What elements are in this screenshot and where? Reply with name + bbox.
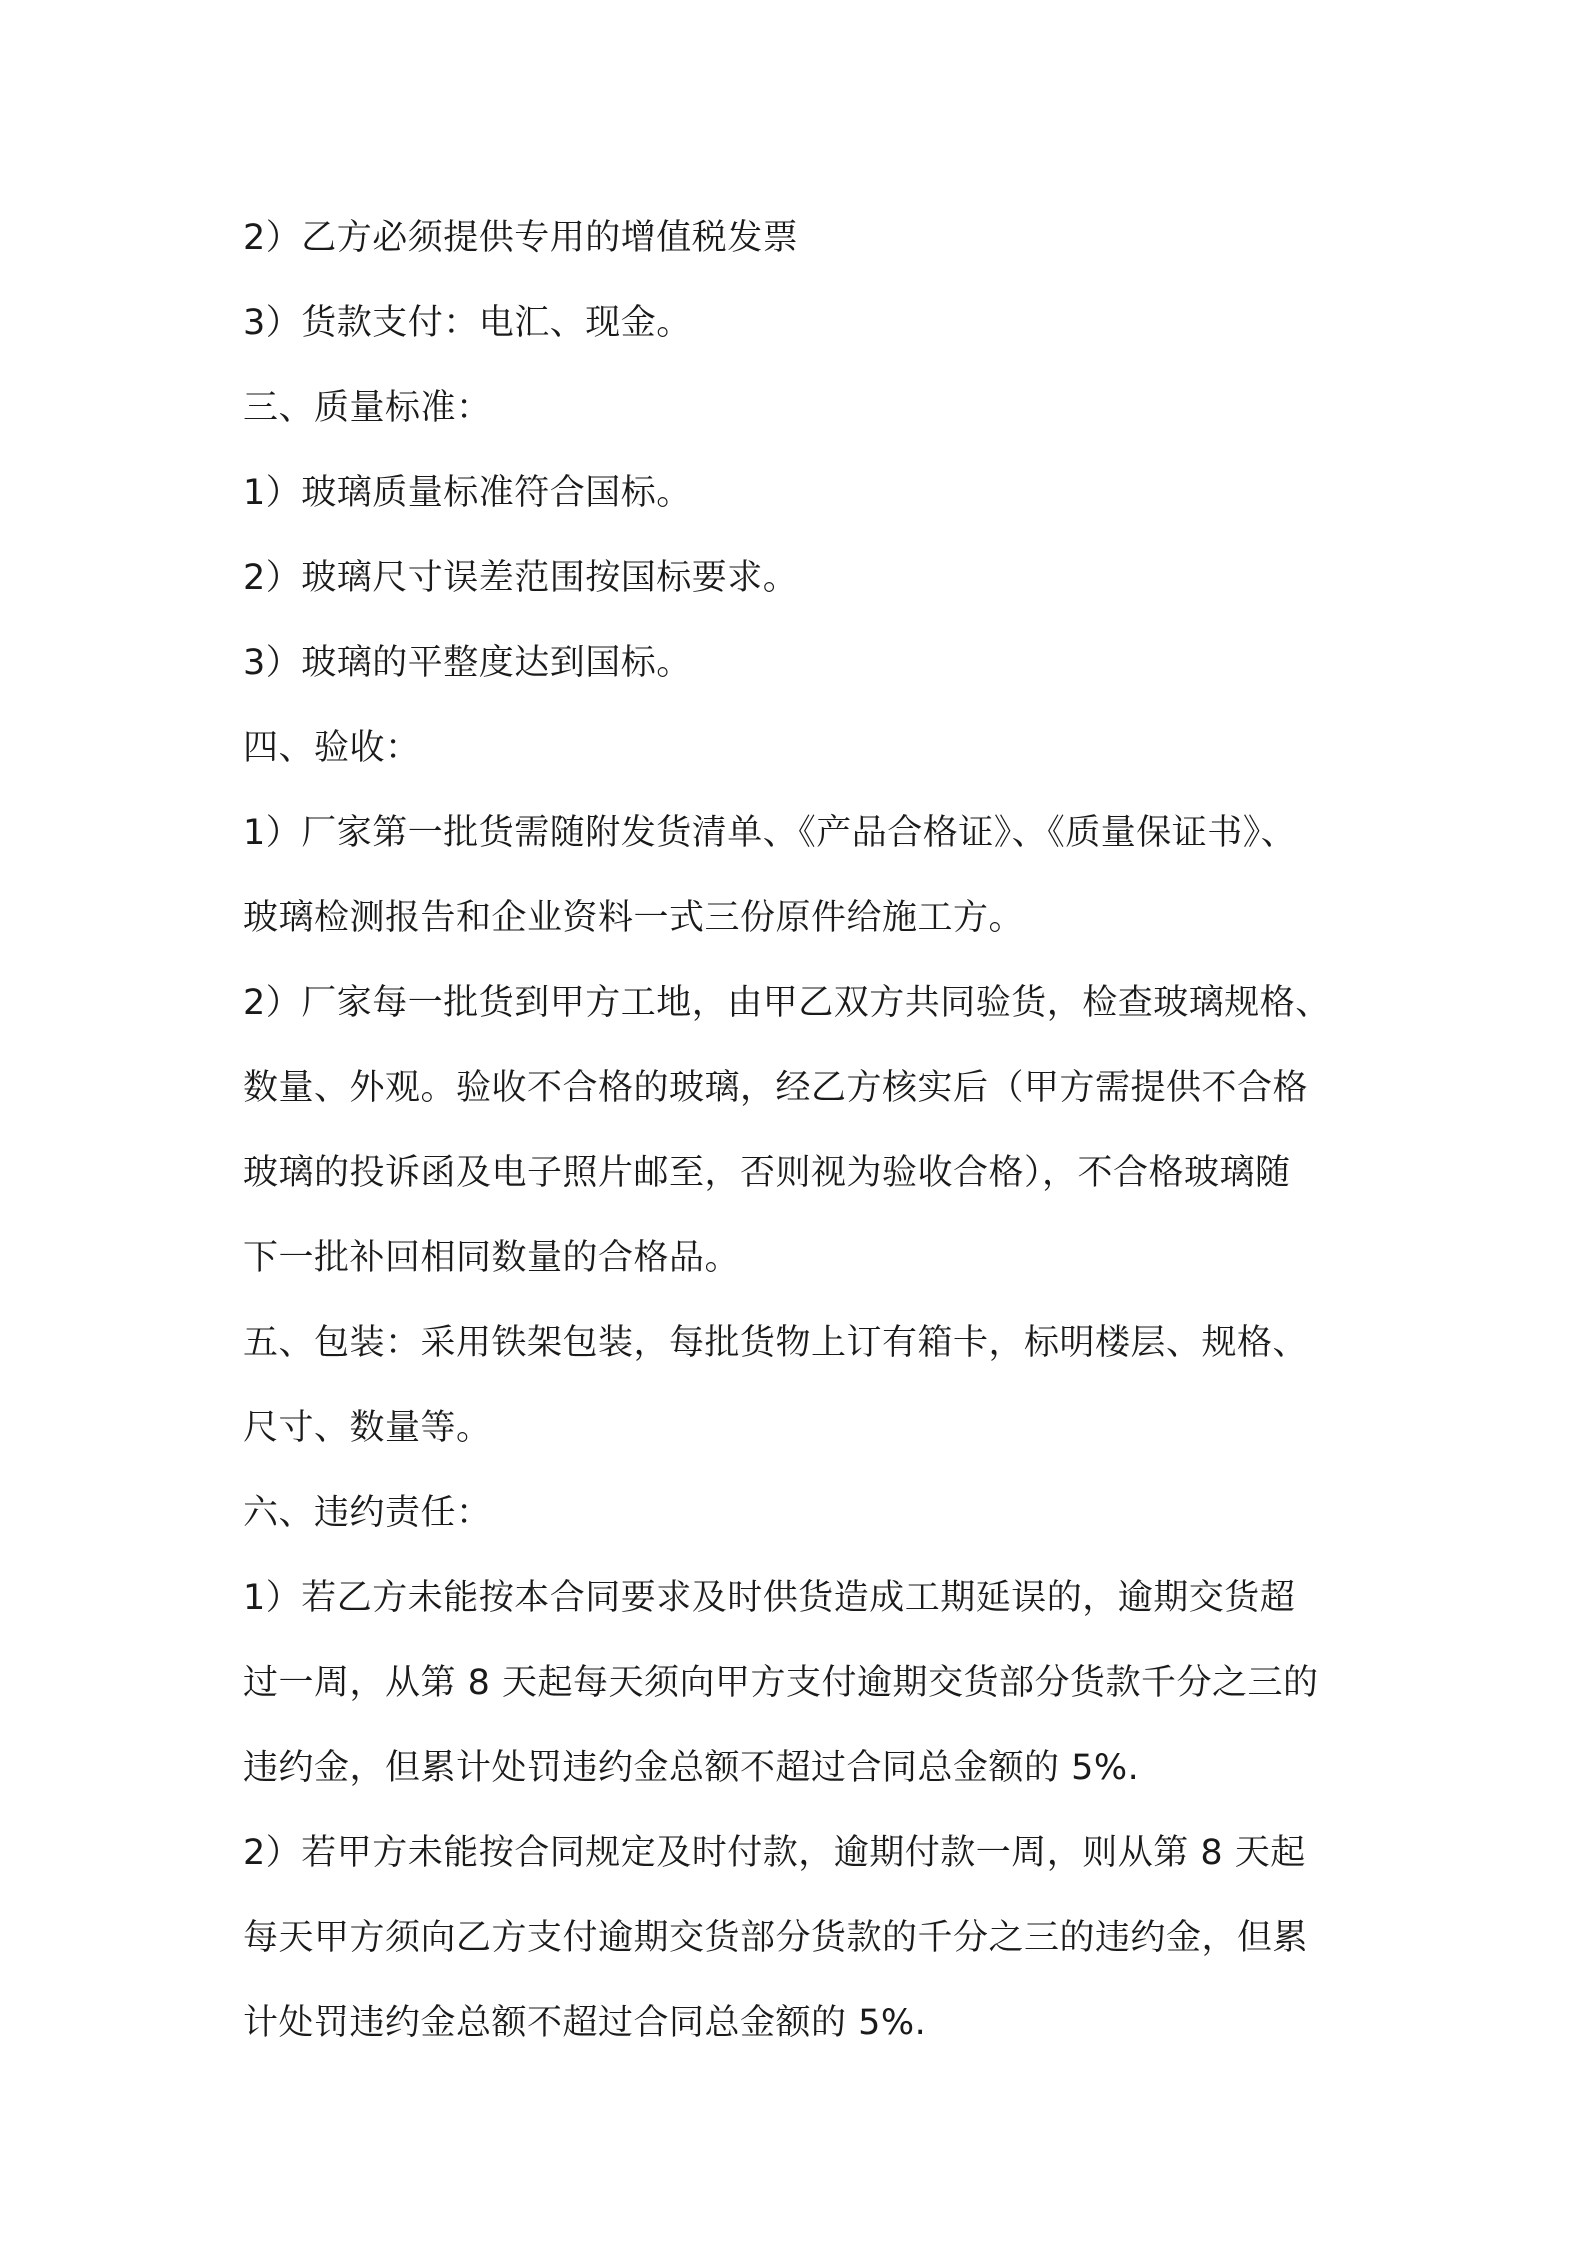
text-line: 1）玻璃质量标准符合国标。 <box>243 473 692 513</box>
document-body <box>243 196 1363 2066</box>
text-line: 违约金，但累计处罚违约金总额不超过合同总金额的 5%. <box>243 1748 1140 1788</box>
text-line: 2）玻璃尺寸误差范围按国标要求。 <box>243 558 799 598</box>
text-line: 计处罚违约金总额不超过合同总金额的 5%. <box>243 2003 927 2043</box>
text-line: 3）货款支付：电汇、现金。 <box>243 303 692 343</box>
text-line: 2）乙方必须提供专用的增值税发票 <box>243 218 799 258</box>
text-line: 1）厂家第一批货需随附发货清单、《产品合格证》、《质量保证书》、 <box>243 813 1297 853</box>
text-line: 3）玻璃的平整度达到国标。 <box>243 643 692 683</box>
text-line: 数量、外观。验收不合格的玻璃，经乙方核实后（甲方需提供不合格 <box>243 1068 1309 1108</box>
section-heading: 三、质量标准： <box>243 388 492 428</box>
section-heading: 五、包装：采用铁架包装，每批货物上订有箱卡，标明楼层、规格、 <box>243 1323 1309 1363</box>
text-line: 1）若乙方未能按本合同要求及时供货造成工期延误的，逾期交货超 <box>243 1578 1296 1618</box>
text-line: 玻璃检测报告和企业资料一式三份原件给施工方。 <box>243 898 1025 938</box>
text-line: 每天甲方须向乙方支付逾期交货部分货款的千分之三的违约金，但累 <box>243 1918 1309 1958</box>
text-line: 2）若甲方未能按合同规定及时付款，逾期付款一周，则从第 8 天起 <box>243 1833 1306 1873</box>
text-line: 下一批补回相同数量的合格品。 <box>243 1238 741 1278</box>
text-line: 2）厂家每一批货到甲方工地，由甲乙双方共同验货，检查玻璃规格、 <box>243 983 1331 1023</box>
text-line: 玻璃的投诉函及电子照片邮至，否则视为验收合格），不合格玻璃随 <box>243 1153 1291 1193</box>
text-line: 过一周，从第 8 天起每天须向甲方支付逾期交货部分货款千分之三的 <box>243 1663 1319 1703</box>
section-heading: 四、验收： <box>243 728 421 768</box>
section-heading: 六、违约责任： <box>243 1493 492 1533</box>
text-line: 尺寸、数量等。 <box>243 1408 492 1448</box>
